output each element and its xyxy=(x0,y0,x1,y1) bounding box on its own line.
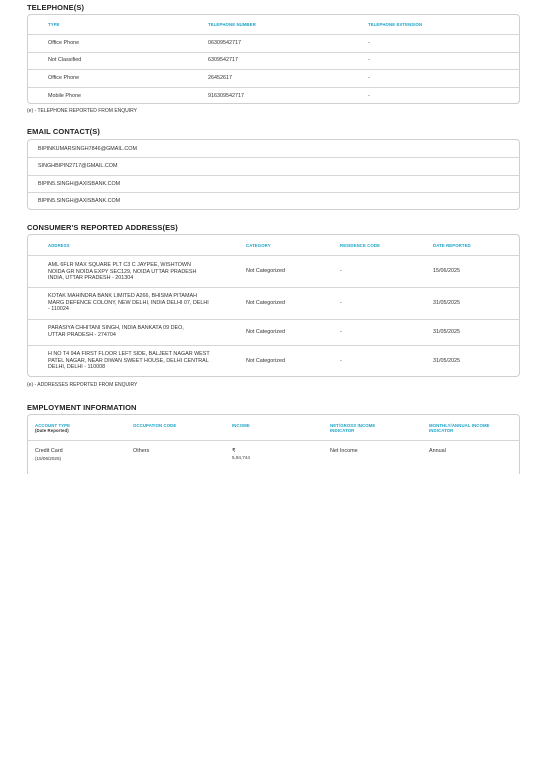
address-row-1-category: Not Categorized xyxy=(246,268,285,274)
email-list xyxy=(27,139,520,210)
telephone-row-4-number: 916309542717 xyxy=(208,93,244,99)
address-row-2-category: Not Categorized xyxy=(246,300,285,306)
employment-income: ₹ 5,94,744 xyxy=(232,448,250,460)
address-table xyxy=(27,234,520,377)
monthly-annual-indicator-header: MONTHLY/ANNUAL INCOME INDICATOR xyxy=(429,423,490,433)
telephone-row-divider xyxy=(28,87,519,88)
address-row-3-address: PARASIYA CHHITANI SINGH, INDIA BANKATA 09 DEO, UTTAR PRADESH - 274704 xyxy=(48,325,184,338)
rupee-symbol: ₹ xyxy=(232,448,236,454)
employment-section-title: EMPLOYMENT INFORMATION xyxy=(27,403,137,412)
telephone-row-4-extension: - xyxy=(368,93,370,99)
residence-code-header: RESIDENCE CODE xyxy=(340,243,381,248)
address-row-4-date: 31/05/2025 xyxy=(433,358,460,364)
telephone-row-3-number: 26452617 xyxy=(208,75,232,81)
address-row-1-date: 15/06/2025 xyxy=(433,268,460,274)
occupation-code-header: OCCUPATION CODE xyxy=(133,423,177,428)
telephone-row-1-extension: - xyxy=(368,40,370,46)
telephone-type-header: TYPE xyxy=(48,22,60,27)
email-divider xyxy=(28,175,519,176)
address-row-2-residence-code: - xyxy=(340,300,342,306)
telephone-extension-header: TELEPHONE EXTENSION xyxy=(368,22,423,27)
telephone-row-2-extension: - xyxy=(368,57,370,63)
email-item-1: BIPINKUMARSINGH7846@GMAIL.COM xyxy=(38,146,137,152)
account-type-header: ACCOUNT TYPE (Date Reported) xyxy=(35,423,71,433)
employment-net-gross-indicator: Net Income xyxy=(330,448,358,454)
employment-table xyxy=(27,414,520,474)
net-gross-indicator-header: NET/GROSS INCOME INDICATOR xyxy=(330,423,376,433)
telephone-row-1-type: Office Phone xyxy=(48,40,80,46)
employment-date-reported: (15/06/2025) xyxy=(35,455,62,461)
telephone-row-3-extension: - xyxy=(368,75,370,81)
address-row-1-address: AML 6FLR MAX SQUARE PLT C3 C JAYPEE, WISHTOWN NOIDA GR NOIDA EXPY SEC129, NOIDA UTTAR PRADESH INDIA, UTTAR PRADESH - 201304 xyxy=(48,262,197,282)
email-item-4: BIPIN5.SINGH@AXISBANK.COM xyxy=(38,198,121,204)
telephone-table xyxy=(27,14,520,104)
employment-account-type: Credit Card (15/06/2025) xyxy=(35,448,63,461)
income-header: INCOME xyxy=(232,423,250,428)
employment-monthly-annual-indicator: Annual xyxy=(429,448,446,454)
telephone-row-1-number: 06309542717 xyxy=(208,40,241,46)
telephone-row-4-type: Mobile Phone xyxy=(48,93,81,99)
address-row-2-date: 31/05/2025 xyxy=(433,300,460,306)
email-item-2: SINGHBIPIN2717@GMAIL.COM xyxy=(38,163,118,169)
address-row-1-residence-code: - xyxy=(340,268,342,274)
address-section-title: CONSUMER'S REPORTED ADDRESS(ES) xyxy=(27,223,178,232)
employment-header-divider xyxy=(28,440,519,441)
telephone-header-divider xyxy=(28,34,519,35)
address-row-4-category: Not Categorized xyxy=(246,358,285,364)
telephone-row-3-type: Office Phone xyxy=(48,75,80,81)
email-item-3: BIPIN5.SINGH@AXISBANK.COM xyxy=(38,181,121,187)
telephone-row-2-type: Not Classified xyxy=(48,57,82,63)
date-reported-header: DATE REPORTED xyxy=(433,243,471,248)
address-row-divider xyxy=(28,345,519,346)
telephone-number-header: TELEPHONE NUMBER xyxy=(208,22,256,27)
address-row-3-category: Not Categorized xyxy=(246,329,285,335)
email-section-title: EMAIL CONTACT(S) xyxy=(27,127,100,136)
email-divider xyxy=(28,192,519,193)
address-row-divider xyxy=(28,287,519,288)
address-row-3-date: 31/05/2025 xyxy=(433,329,460,335)
telephone-section-title: TELEPHONE(S) xyxy=(27,3,85,12)
address-row-divider xyxy=(28,319,519,320)
telephone-row-divider xyxy=(28,52,519,53)
address-row-2-address: KOTAK MAHINDRA BANK LIMITED A266, BHISMA PITAMAH MARG DEFENCE COLONY, NEW DELHI, INDIA DELHI 07, DELHI - 110024 xyxy=(48,293,209,313)
employment-occupation: Others xyxy=(133,448,150,454)
telephone-row-divider xyxy=(28,69,519,70)
telephone-row-2-number: 6309542717 xyxy=(208,57,238,63)
address-header-divider xyxy=(28,255,519,256)
category-header: CATEGORY xyxy=(246,243,271,248)
address-row-4-residence-code: - xyxy=(340,358,342,364)
address-enquiry-note: (e) - ADDRESSES REPORTED FROM ENQUIRY xyxy=(27,382,138,388)
telephone-enquiry-note: (e) - TELEPHONE REPORTED FROM ENQUIRY xyxy=(27,108,138,114)
address-header: ADDRESS xyxy=(48,243,70,248)
address-row-3-residence-code: - xyxy=(340,329,342,335)
email-divider xyxy=(28,157,519,158)
address-row-4-address: H NO T4 94A FIRST FLOOR LEFT SIDE, BALJEET NAGAR WEST PATEL NAGAR, NEAR DIWAN SWEET HOUSE, DELHI CENTRAL DELHI, DELHI - 110008 xyxy=(48,351,210,371)
